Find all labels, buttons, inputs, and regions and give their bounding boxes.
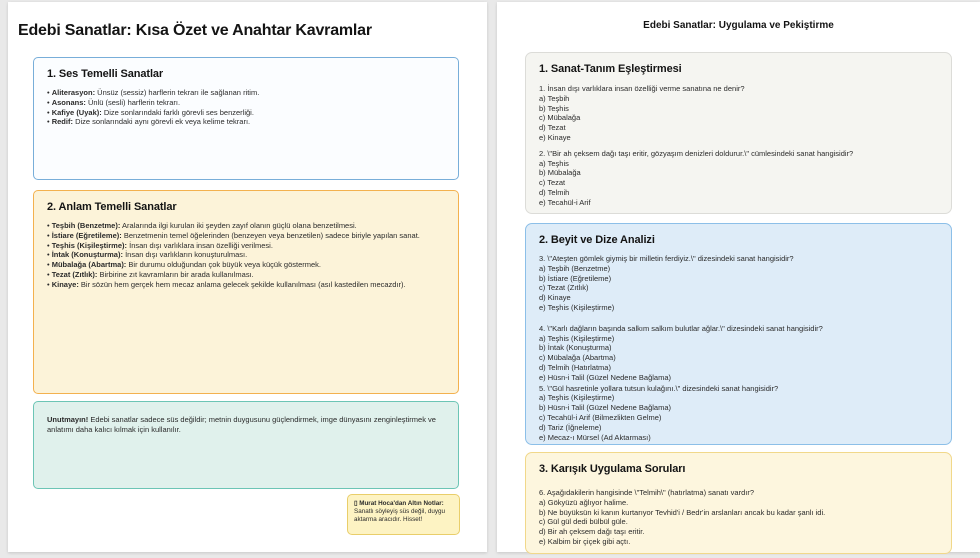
section-matching-questions bbox=[525, 52, 952, 214]
page-summary bbox=[8, 2, 487, 552]
term-definition: Birbirine zıt kavramların bir arada kullanılması. bbox=[99, 269, 254, 279]
term-definition: Bir durumu olduğundan çok büyük veya küçük göstermek. bbox=[128, 260, 322, 270]
option-b: b) Mübalağa bbox=[539, 168, 581, 178]
question-block bbox=[539, 254, 938, 313]
reminder-callout bbox=[33, 401, 459, 489]
reminder-body: Edebi sanatlar sadece süs değildir; metnin duygusunu güçlendirmek, imge dünyasını zenginleştirmek ve anlatımı daha kalıcı kılmak için kullanılır. bbox=[47, 415, 436, 434]
question-block bbox=[539, 488, 938, 547]
list-item bbox=[47, 221, 445, 231]
teacher-note-sticky bbox=[347, 494, 460, 535]
option-b: b) Hüsn-i Talil (Güzel Nedene Bağlama) bbox=[539, 403, 672, 413]
page-title: Edebi Sanatlar: Uygulama ve Pekiştirme bbox=[643, 20, 834, 31]
option-a: a) Teşbih (Benzetme) bbox=[539, 263, 611, 273]
list-item bbox=[47, 241, 445, 251]
list-item bbox=[47, 250, 445, 260]
option-c: c) Tezat (Zıtlık) bbox=[539, 283, 589, 293]
option-d: d) Telmih bbox=[539, 187, 570, 197]
term-label: Kinaye: bbox=[51, 279, 79, 289]
term-definition: Ünsüz (sessiz) harflerin tekrarı ile sağlanan ritim. bbox=[97, 88, 260, 97]
term-label: İntak (Konuşturma): bbox=[51, 250, 123, 260]
question-block bbox=[539, 84, 938, 143]
term-label: Asonans: bbox=[51, 97, 86, 107]
option-a: a) Gökyüzü ağlıyor halime. bbox=[539, 497, 629, 507]
term-definition: Benzetmenin temel öğelerinden (benzeyen veya benzetilen) sadece biriyle yapılan sanat. bbox=[123, 230, 420, 240]
option-b: b) İntak (Konuşturma) bbox=[539, 343, 612, 353]
section-mixed-practice bbox=[525, 452, 952, 554]
term-label: İstiare (Eğretileme): bbox=[51, 230, 122, 240]
list-item bbox=[47, 108, 445, 118]
option-c: c) Mübalağa (Abartma) bbox=[539, 353, 616, 363]
list-item bbox=[47, 270, 445, 280]
option-e: e) Hüsn-i Talil (Güzel Nedene Bağlama) bbox=[539, 372, 672, 382]
term-list bbox=[47, 88, 445, 127]
option-e: e) Kinaye bbox=[539, 132, 571, 142]
question-text: 6. Aşağıdakilerin hangisinde \"Telmih\" (hatırlatma) sanatı vardır? bbox=[539, 488, 755, 497]
term-definition: İnsan dışı varlıkların konuşturulması. bbox=[125, 250, 248, 260]
section-meaning-based-arts bbox=[33, 190, 459, 394]
page-practice bbox=[497, 2, 980, 552]
option-d: d) Bir ah çeksem dağı taşı eritir. bbox=[539, 527, 645, 537]
term-label: Mübalağa (Abartma): bbox=[51, 260, 127, 270]
term-label: Teşhis (Kişileştirme): bbox=[51, 240, 128, 250]
list-item bbox=[47, 117, 445, 127]
term-label: Aliterasyon: bbox=[51, 88, 96, 97]
section-heading: 1. Sanat-Tanım Eşleştirmesi bbox=[539, 63, 682, 75]
option-a: a) Teşhis (Kişileştirme) bbox=[539, 333, 615, 343]
option-b: b) Ne büyüksün ki kanın kurtarıyor Tevhid'i / Bedr'in arslanları ancak bu kadar şanlı idi. bbox=[539, 507, 826, 517]
term-label: Tezat (Zıtlık): bbox=[51, 269, 98, 279]
term-label: Kafiye (Uyak): bbox=[51, 107, 102, 117]
term-definition: Bir sözün hem gerçek hem mecaz anlama gelecek şekilde kullanılması (asıl kastedilen mecazdır). bbox=[80, 279, 406, 289]
option-c: c) Gül gül dedi bülbül güle. bbox=[539, 517, 628, 527]
term-label: Redif: bbox=[51, 117, 73, 127]
option-e: e) Teşhis (Kişileştirme) bbox=[539, 302, 615, 312]
section-sound-based-arts bbox=[33, 57, 459, 180]
question-text: 5. \"Gül hasretinle yollara tutsun kulağını.\" dizesindeki sanat hangisidir? bbox=[539, 383, 779, 393]
term-definition: Dize sonlarındaki farklı görevli ses benzerliği. bbox=[103, 107, 254, 117]
term-definition: Dize sonlarındaki aynı görevli ek veya kelime tekrarı. bbox=[75, 117, 251, 127]
option-c: c) Mübalağa bbox=[539, 113, 581, 123]
option-a: a) Teşbih bbox=[539, 93, 570, 103]
term-list bbox=[47, 221, 445, 290]
section-heading: 2. Anlam Temelli Sanatlar bbox=[47, 201, 177, 213]
option-d: d) Tariz (İğneleme) bbox=[539, 422, 602, 432]
section-verse-analysis bbox=[525, 223, 952, 445]
option-c: c) Tezat bbox=[539, 178, 566, 188]
option-b: b) Teşhis bbox=[539, 103, 569, 113]
option-b: b) İstiare (Eğretileme) bbox=[539, 273, 612, 283]
term-definition: İnsan dışı varlıklara insan özelliği verilmesi. bbox=[129, 240, 273, 250]
question-text: 4. \"Karlı dağların başında salkım salkım bulutlar ağlar.\" dizesindeki sanat hangisidir? bbox=[539, 323, 823, 333]
list-item bbox=[47, 280, 445, 290]
option-c: c) Tecahül-i Arif (Bilmezlikten Gelme) bbox=[539, 412, 662, 422]
term-definition: Ünlü (sesli) harflerin tekrarı. bbox=[87, 97, 181, 107]
option-d: d) Kinaye bbox=[539, 293, 571, 303]
reminder-lead: Unutmayın! bbox=[47, 415, 89, 424]
section-heading: 2. Beyit ve Dize Analizi bbox=[539, 234, 655, 246]
term-label: Teşbih (Benzetme): bbox=[51, 221, 121, 230]
reminder-text bbox=[47, 415, 445, 435]
option-d: d) Telmih (Hatırlatma) bbox=[539, 362, 611, 372]
option-e: e) Tecahül-i Arif bbox=[539, 197, 591, 207]
section-heading: 3. Karışık Uygulama Soruları bbox=[539, 463, 686, 475]
page-title: Edebi Sanatlar: Kısa Özet ve Anahtar Kavramlar bbox=[18, 22, 372, 39]
question-text: 3. \"Ateşten gömlek giymiş bir milletin ferdiyiz.\" dizesindeki sanat hangisidir? bbox=[539, 254, 794, 263]
list-item bbox=[47, 260, 445, 270]
question-block bbox=[539, 384, 938, 443]
option-e: e) Mecaz-ı Mürsel (Ad Aktarması) bbox=[539, 432, 651, 442]
option-a: a) Teşhis bbox=[539, 158, 569, 168]
option-e: e) Kalbim bir çiçek gibi açtı. bbox=[539, 536, 631, 546]
option-d: d) Tezat bbox=[539, 123, 566, 133]
option-a: a) Teşhis (Kişileştirme) bbox=[539, 393, 615, 403]
list-item bbox=[47, 88, 445, 98]
note-heading: ▯ Murat Hoca'dan Altın Notlar: bbox=[354, 500, 444, 507]
term-definition: Aralarında ilgi kurulan iki şeyden zayıf olanın güçlü olana benzetilmesi. bbox=[122, 221, 357, 230]
question-block bbox=[539, 149, 938, 208]
note-body: Sanatlı söyleyiş süs değil, duygu aktarma aracıdır. Hisset! bbox=[354, 508, 446, 523]
list-item bbox=[47, 98, 445, 108]
list-item bbox=[47, 231, 445, 241]
section-heading: 1. Ses Temelli Sanatlar bbox=[47, 68, 164, 80]
question-text: 2. \"Bir ah çeksem dağı taşı eritir, gözyaşım denizleri doldurur.\" cümlesindeki sanat hangisidir? bbox=[539, 148, 854, 158]
question-block bbox=[539, 324, 938, 383]
question-text: 1. İnsan dışı varlıklara insan özelliği verme sanatına ne denir? bbox=[539, 84, 745, 93]
